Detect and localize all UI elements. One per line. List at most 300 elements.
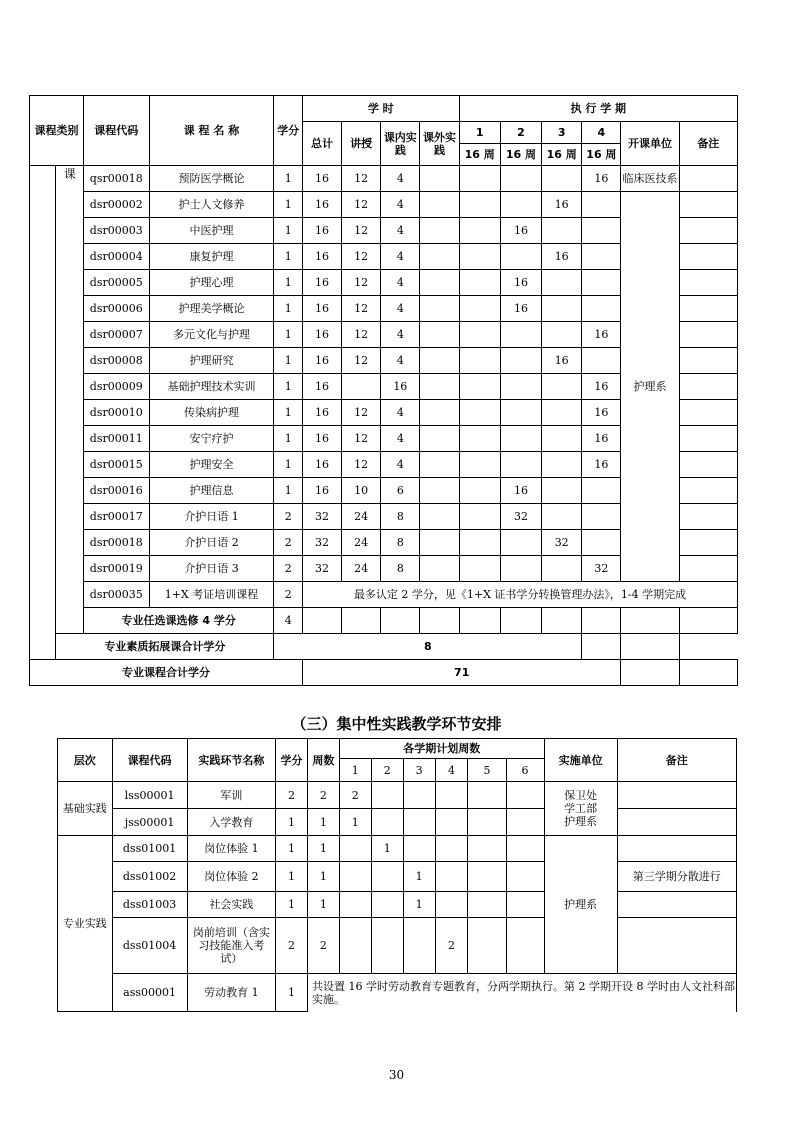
cell-sem <box>468 862 506 892</box>
cell-name: 基础护理技术实训 <box>149 374 274 400</box>
cell-credit: 1 <box>274 296 303 322</box>
cell-weeks: 1 <box>307 892 339 918</box>
cell-s2 <box>500 556 541 582</box>
table-row <box>30 192 738 218</box>
cell-s2: 32 <box>500 504 541 530</box>
cell-empty <box>621 608 679 634</box>
cell-out <box>420 504 459 530</box>
cell-total: 16 <box>302 374 341 400</box>
cell-code: dsr00017 <box>83 504 149 530</box>
course-table <box>29 95 738 686</box>
cell-name: 劳动教育 1 <box>187 974 275 1012</box>
cell-code: dsr00004 <box>83 244 149 270</box>
cell-name: 护理心理 <box>149 270 274 296</box>
cell-code: dsr00007 <box>83 322 149 348</box>
group-pro-label: 专业实践 <box>58 836 113 1012</box>
cell-code: dsr00035 <box>83 582 149 608</box>
cell-code: dsr00005 <box>83 270 149 296</box>
cell-sem <box>506 918 544 974</box>
cell-s2 <box>500 374 541 400</box>
t2-sem-4: 4 <box>435 759 468 782</box>
cell-credit: 1 <box>276 892 308 918</box>
cell-name: 岗位体验 2 <box>187 862 275 892</box>
cell-name: 护理安全 <box>149 452 274 478</box>
cell-sem <box>339 836 371 862</box>
cell-lecture: 12 <box>342 192 381 218</box>
cell-weeks: 2 <box>307 782 339 809</box>
cell-s2: 16 <box>500 218 541 244</box>
unit-group-basic: 保卫处 学工部 护理系 <box>544 782 617 836</box>
cell-remark <box>617 809 736 836</box>
cell-remark <box>679 270 737 296</box>
cell-in: 8 <box>381 530 420 556</box>
cell-credit: 1 <box>276 809 308 836</box>
header-sem-3: 3 <box>542 122 582 144</box>
header-weeks-2: 16 周 <box>500 144 541 166</box>
cell-in: 4 <box>381 348 420 374</box>
header-weeks-3: 16 周 <box>542 144 582 166</box>
cell-sem: 2 <box>339 782 371 809</box>
header-sem-2: 2 <box>500 122 541 144</box>
cell-in: 4 <box>381 400 420 426</box>
cell-s1 <box>459 400 500 426</box>
cell-total: 16 <box>302 270 341 296</box>
cell-sem <box>468 918 506 974</box>
cell-remark <box>679 374 737 400</box>
cell-in: 4 <box>381 218 420 244</box>
cell-remark: 第三学期分散进行 <box>617 862 736 892</box>
cell-lecture: 12 <box>342 218 381 244</box>
cell-dept-main: 护理系 <box>621 192 679 582</box>
table-row <box>30 660 738 686</box>
cell-empty <box>582 608 621 634</box>
header-semesters: 执 行 学 期 <box>459 96 737 122</box>
cell-total: 16 <box>302 452 341 478</box>
cell-remark <box>679 530 737 556</box>
cell-s3 <box>542 452 582 478</box>
cell-remark <box>679 452 737 478</box>
cell-credit: 4 <box>274 608 303 634</box>
cell-in: 4 <box>381 452 420 478</box>
cell-sem <box>371 782 403 809</box>
cell-s2: 16 <box>500 296 541 322</box>
cell-name: 岗前培训（含实习技能准入考试） <box>187 918 275 974</box>
header-out-practice: 课外实践 <box>420 122 459 166</box>
cell-total: 32 <box>302 556 341 582</box>
header-code: 课程代码 <box>83 96 149 166</box>
table-row <box>30 608 738 634</box>
t2-sem-1: 1 <box>339 759 371 782</box>
cell-sem: 1 <box>403 862 435 892</box>
cell-s4 <box>582 478 621 504</box>
cell-credit: 1 <box>274 244 303 270</box>
cell-s3: 16 <box>542 244 582 270</box>
cell-credit: 1 <box>274 452 303 478</box>
table-row <box>58 809 737 836</box>
cell-sem <box>371 892 403 918</box>
cell-s1 <box>459 244 500 270</box>
group-basic-label: 基础实践 <box>58 782 113 836</box>
cell-empty <box>679 608 737 634</box>
t2-header-remark: 备注 <box>617 739 736 782</box>
table-row <box>58 782 737 809</box>
cell-credit: 1 <box>274 218 303 244</box>
cell-s1 <box>459 270 500 296</box>
cell-credit: 2 <box>274 504 303 530</box>
cell-lecture: 12 <box>342 400 381 426</box>
cell-name: 入学教育 <box>187 809 275 836</box>
cell-s2 <box>500 322 541 348</box>
cell-code: dsr00008 <box>83 348 149 374</box>
cell-out <box>420 244 459 270</box>
cell-credit: 1 <box>274 348 303 374</box>
cell-in: 16 <box>381 374 420 400</box>
cell-name: 岗位体验 1 <box>187 836 275 862</box>
cell-total: 16 <box>302 296 341 322</box>
cell-out <box>420 426 459 452</box>
cell-sem: 1 <box>403 892 435 918</box>
cell-name: 介护日语 2 <box>149 530 274 556</box>
page-number: 30 <box>388 1068 405 1082</box>
cell-s4: 16 <box>582 322 621 348</box>
cell-code: qsr00018 <box>83 166 149 192</box>
table-row <box>58 918 737 974</box>
cell-credit: 2 <box>274 556 303 582</box>
cell-code: ass00001 <box>112 974 187 1012</box>
header-in-practice: 课内实践 <box>381 122 420 166</box>
cell-sem <box>403 918 435 974</box>
cell-remark <box>679 478 737 504</box>
cell-lecture: 12 <box>342 348 381 374</box>
cell-in: 4 <box>381 426 420 452</box>
t2-sem-6: 6 <box>506 759 544 782</box>
cell-remark <box>679 296 737 322</box>
header-sem-4: 4 <box>582 122 621 144</box>
cell-s3 <box>542 218 582 244</box>
t2-sem-5: 5 <box>468 759 506 782</box>
cell-total: 16 <box>302 400 341 426</box>
cell-lecture: 12 <box>342 166 381 192</box>
practice-table <box>57 738 737 1012</box>
cell-credit: 1 <box>274 374 303 400</box>
cell-s1 <box>459 218 500 244</box>
cell-empty <box>459 608 500 634</box>
cell-in: 6 <box>381 478 420 504</box>
cell-remark <box>679 426 737 452</box>
cell-s3 <box>542 504 582 530</box>
header-total: 总计 <box>302 122 341 166</box>
cell-s2 <box>500 400 541 426</box>
header-category: 课程类别 <box>30 96 84 166</box>
cell-credit: 1 <box>274 400 303 426</box>
cell-sem <box>506 836 544 862</box>
t2-header-plan: 各学期计划周数 <box>339 739 544 759</box>
cell-total: 16 <box>302 192 341 218</box>
cell-weeks: 1 <box>307 809 339 836</box>
cell-empty <box>621 634 679 660</box>
cell-sem: 2 <box>435 918 468 974</box>
cell-name: 中医护理 <box>149 218 274 244</box>
cell-empty <box>500 608 541 634</box>
cell-name: 传染病护理 <box>149 400 274 426</box>
x-row-note: 最多认定 2 学分，见《1+X 证书学分转换管理办法》，1-4 学期完成 <box>302 582 737 608</box>
table-row <box>30 166 738 192</box>
cell-s3 <box>542 270 582 296</box>
cell-s2 <box>500 530 541 556</box>
cell-empty <box>420 608 459 634</box>
cell-name: 预防医学概论 <box>149 166 274 192</box>
cell-sem <box>339 918 371 974</box>
cell-empty <box>381 608 420 634</box>
cell-remark <box>617 836 736 862</box>
cell-total: 16 <box>302 348 341 374</box>
cell-sem <box>468 836 506 862</box>
cell-code: dsr00011 <box>83 426 149 452</box>
cell-code: dsr00015 <box>83 452 149 478</box>
cell-s1 <box>459 556 500 582</box>
cell-remark <box>617 892 736 918</box>
cell-name: 安宁疗护 <box>149 426 274 452</box>
cell-code: dsr00019 <box>83 556 149 582</box>
cell-empty <box>542 608 582 634</box>
cell-out <box>420 218 459 244</box>
cell-code: dsr00016 <box>83 478 149 504</box>
t2-header-level: 层次 <box>58 739 113 782</box>
category-outer <box>30 166 56 660</box>
cell-dept: 临床医技系 <box>621 166 679 192</box>
cell-total: 32 <box>302 530 341 556</box>
cell-lecture: 12 <box>342 296 381 322</box>
cell-s3: 16 <box>542 348 582 374</box>
cell-name: 护士人文修养 <box>149 192 274 218</box>
t2-sem-3: 3 <box>403 759 435 782</box>
cell-credit: 1 <box>274 322 303 348</box>
cell-weeks: 2 <box>307 918 339 974</box>
cell-sem <box>506 782 544 809</box>
cell-lecture <box>342 374 381 400</box>
cell-s4 <box>582 530 621 556</box>
table-row <box>58 892 737 918</box>
cell-total: 16 <box>302 166 341 192</box>
cell-remark <box>679 166 737 192</box>
cell-lecture: 12 <box>342 270 381 296</box>
cell-s2 <box>500 348 541 374</box>
table-row <box>58 836 737 862</box>
cell-name: 社会实践 <box>187 892 275 918</box>
cell-s1 <box>459 452 500 478</box>
cell-credit: 2 <box>276 918 308 974</box>
cell-empty <box>679 660 737 686</box>
cell-s1 <box>459 166 500 192</box>
t2-header-code: 课程代码 <box>112 739 187 782</box>
cell-s4 <box>582 244 621 270</box>
cell-s3 <box>542 374 582 400</box>
cell-code: dss01002 <box>112 862 187 892</box>
t2-header-weeks: 周数 <box>307 739 339 782</box>
cell-s3 <box>542 166 582 192</box>
cell-out <box>420 270 459 296</box>
cell-sem <box>435 782 468 809</box>
cell-remark <box>679 400 737 426</box>
subtotal-value: 8 <box>274 634 582 660</box>
cell-name: 多元文化与护理 <box>149 322 274 348</box>
cell-lecture: 12 <box>342 322 381 348</box>
cell-weeks: 1 <box>307 836 339 862</box>
header-dept: 开课单位 <box>621 122 679 166</box>
cell-s3 <box>542 478 582 504</box>
total-value: 71 <box>302 660 620 686</box>
cell-in: 4 <box>381 270 420 296</box>
cell-sem: 1 <box>371 836 403 862</box>
cell-credit: 1 <box>274 426 303 452</box>
cell-in: 4 <box>381 322 420 348</box>
cell-s1 <box>459 530 500 556</box>
cell-s4: 16 <box>582 166 621 192</box>
cell-lecture: 24 <box>342 504 381 530</box>
cell-out <box>420 296 459 322</box>
cell-code: dsr00002 <box>83 192 149 218</box>
cell-name: 1+X 考证培训课程 <box>149 582 274 608</box>
cell-code: jss00001 <box>112 809 187 836</box>
cell-s1 <box>459 426 500 452</box>
cell-total: 32 <box>302 504 341 530</box>
cell-code: dss01004 <box>112 918 187 974</box>
cell-out <box>420 530 459 556</box>
t2-sem-2: 2 <box>371 759 403 782</box>
cell-lecture: 12 <box>342 452 381 478</box>
cell-credit: 2 <box>274 582 303 608</box>
cell-in: 4 <box>381 296 420 322</box>
cell-remark <box>679 218 737 244</box>
cell-credit: 1 <box>276 974 308 1012</box>
cell-total: 16 <box>302 244 341 270</box>
cell-s3: 16 <box>542 192 582 218</box>
cell-code: dsr00006 <box>83 296 149 322</box>
cell-s4 <box>582 192 621 218</box>
cell-s4: 32 <box>582 556 621 582</box>
elective-label: 专业任选课选修 4 学分 <box>83 608 273 634</box>
cell-s2 <box>500 244 541 270</box>
cell-sem <box>371 918 403 974</box>
cell-s4: 16 <box>582 452 621 478</box>
header-hours: 学 时 <box>302 96 459 122</box>
cell-sem <box>435 809 468 836</box>
header-credit: 学分 <box>274 96 303 166</box>
cell-out <box>420 452 459 478</box>
cell-s3 <box>542 426 582 452</box>
cell-s3 <box>542 296 582 322</box>
cell-in: 8 <box>381 556 420 582</box>
cell-code: dss01001 <box>112 836 187 862</box>
cell-sem <box>403 836 435 862</box>
cell-remark <box>617 782 736 809</box>
cell-lecture: 24 <box>342 556 381 582</box>
table-row <box>30 634 738 660</box>
cell-s1 <box>459 348 500 374</box>
cell-s2: 16 <box>500 270 541 296</box>
cell-s1 <box>459 374 500 400</box>
cell-sem <box>506 862 544 892</box>
cell-sem <box>506 892 544 918</box>
cell-total: 16 <box>302 322 341 348</box>
cell-s2 <box>500 426 541 452</box>
cell-s4: 16 <box>582 374 621 400</box>
header-remark: 备注 <box>679 122 737 166</box>
header-sem-1: 1 <box>459 122 500 144</box>
cell-credit: 1 <box>276 862 308 892</box>
labor-note: 共设置 16 学时劳动教育专题教育，分两学期执行。第 2 学期开设 8 学时由人文社科部实施。 <box>307 974 736 1012</box>
cell-code: dsr00010 <box>83 400 149 426</box>
cell-s4 <box>582 218 621 244</box>
cell-out <box>420 192 459 218</box>
section-title: （三）集中性实践教学环节安排 <box>291 715 502 733</box>
t2-header-unit: 实施单位 <box>544 739 617 782</box>
cell-sem <box>403 782 435 809</box>
cell-s3 <box>542 556 582 582</box>
cell-s4: 16 <box>582 400 621 426</box>
header-lecture: 讲授 <box>342 122 381 166</box>
cell-empty <box>342 608 381 634</box>
cell-name: 护理美学概论 <box>149 296 274 322</box>
cell-remark <box>679 322 737 348</box>
cell-lecture: 12 <box>342 426 381 452</box>
table-row <box>58 974 737 1012</box>
cell-in: 8 <box>381 504 420 530</box>
cell-sem <box>468 809 506 836</box>
cell-name: 军训 <box>187 782 275 809</box>
cell-s4 <box>582 348 621 374</box>
cell-s3 <box>542 322 582 348</box>
table-row <box>30 582 738 608</box>
cell-s1 <box>459 322 500 348</box>
cell-sem <box>435 862 468 892</box>
cell-weeks: 1 <box>307 862 339 892</box>
header-name: 课 程 名 称 <box>149 96 274 166</box>
table-row <box>58 862 737 892</box>
cell-total: 16 <box>302 218 341 244</box>
cell-sem <box>371 809 403 836</box>
cell-code: dsr00009 <box>83 374 149 400</box>
cell-credit: 2 <box>274 530 303 556</box>
cell-remark <box>679 244 737 270</box>
cell-name: 护理信息 <box>149 478 274 504</box>
cell-s4 <box>582 270 621 296</box>
cell-sem: 1 <box>339 809 371 836</box>
cell-out <box>420 166 459 192</box>
cell-sem <box>506 809 544 836</box>
cell-remark <box>679 348 737 374</box>
header-weeks-4: 16 周 <box>582 144 621 166</box>
cell-lecture: 24 <box>342 530 381 556</box>
cell-empty <box>302 608 341 634</box>
cell-out <box>420 556 459 582</box>
cell-s4 <box>582 296 621 322</box>
cell-credit: 1 <box>274 192 303 218</box>
total-label: 专业课程合计学分 <box>30 660 303 686</box>
cell-s2 <box>500 166 541 192</box>
cell-s4: 16 <box>582 426 621 452</box>
header-weeks-1: 16 周 <box>459 144 500 166</box>
cell-total: 16 <box>302 426 341 452</box>
cell-s1 <box>459 478 500 504</box>
cell-credit: 1 <box>276 836 308 862</box>
cell-out <box>420 348 459 374</box>
cell-out <box>420 374 459 400</box>
cell-code: dss01003 <box>112 892 187 918</box>
t2-header-credit: 学分 <box>276 739 308 782</box>
cell-in: 4 <box>381 166 420 192</box>
cell-name: 介护日语 3 <box>149 556 274 582</box>
